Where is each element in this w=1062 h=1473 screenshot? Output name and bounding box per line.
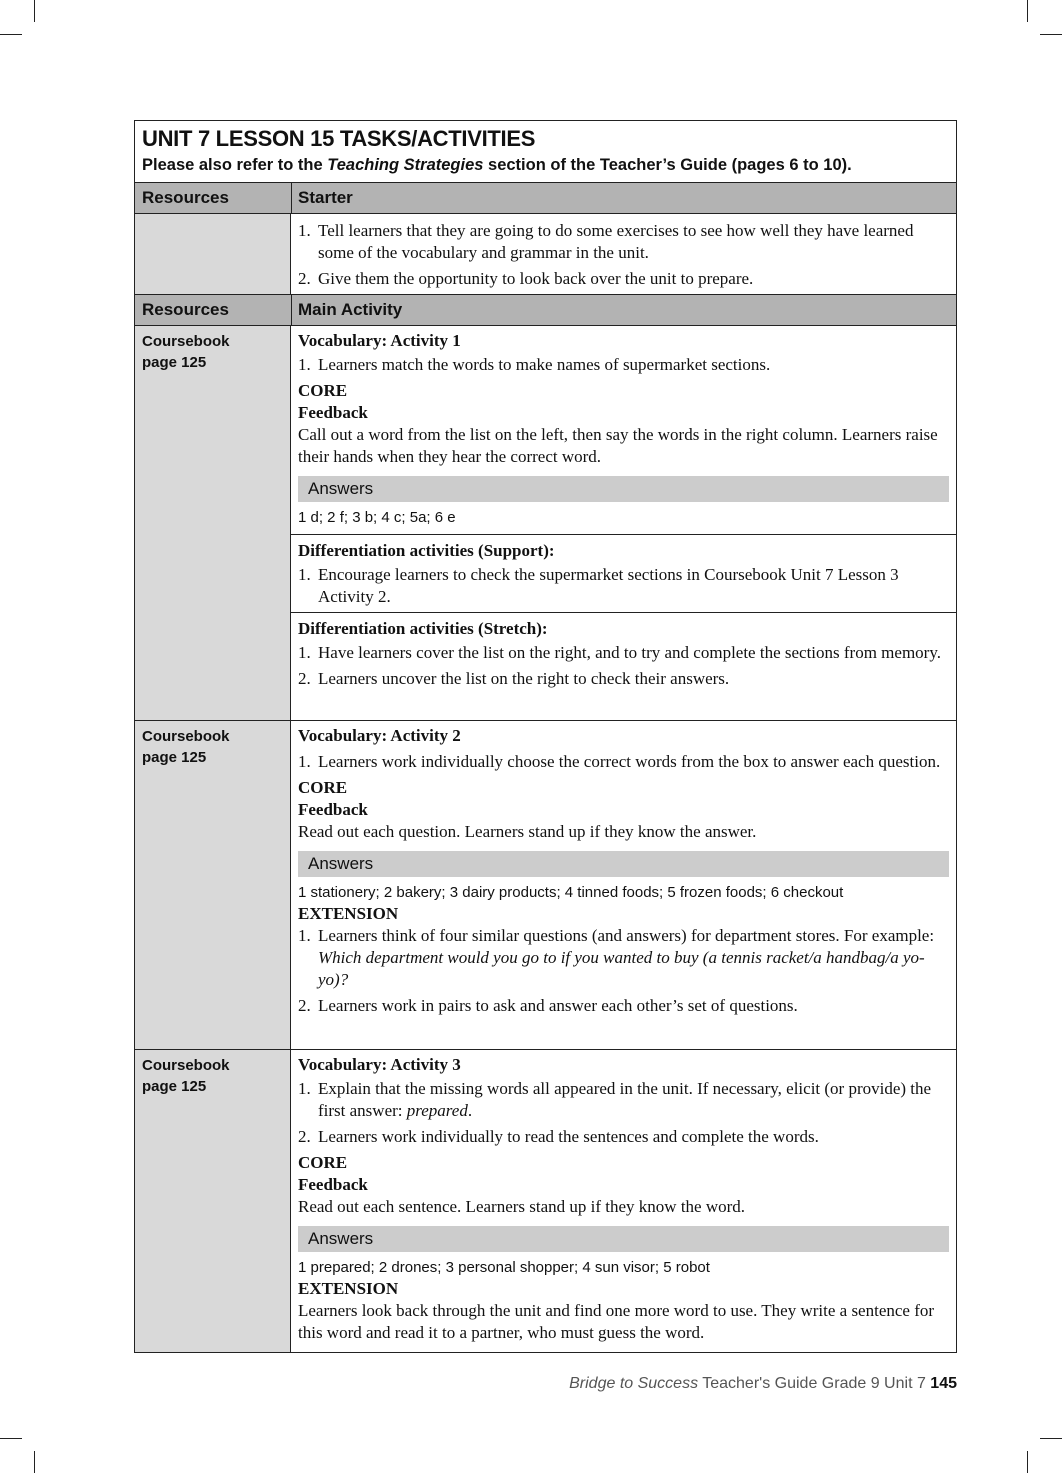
subtitle-text: section of the Teacher’s Guide (pages 6 to 10). bbox=[483, 156, 852, 174]
core-label: CORE bbox=[298, 778, 348, 797]
resources-cell: Coursebook page 125 bbox=[135, 1050, 291, 1352]
starter-heading: Starter bbox=[298, 188, 353, 207]
crop-mark bbox=[1027, 0, 1028, 22]
lesson-table bbox=[134, 120, 957, 1353]
list-item: 1. Learners think of four similar questions (and answers) for department stores. For example: Which department would you go to if you wanted to buy (a tennis racket/a handbag/a yo-yo)? bbox=[298, 926, 935, 989]
subtitle-text: Please also refer to the bbox=[142, 156, 328, 174]
extension-label: EXTENSION bbox=[298, 904, 399, 923]
list-item: 2. Learners work in pairs to ask and answer each other’s set of questions. bbox=[298, 996, 798, 1015]
answers-bar: Answers bbox=[298, 476, 949, 502]
activity-title: Vocabulary: Activity 3 bbox=[298, 1055, 461, 1074]
crop-mark bbox=[1027, 1451, 1028, 1473]
feedback-text: Read out each question. Learners stand up if they know the answer. bbox=[298, 822, 757, 841]
starter-row bbox=[135, 214, 956, 295]
starter-header bbox=[135, 183, 956, 214]
page-number: 145 bbox=[930, 1375, 957, 1392]
feedback-text: Read out each sentence. Learners stand up if they know the word. bbox=[298, 1197, 746, 1216]
crop-mark bbox=[1040, 1438, 1062, 1439]
list-item: 1. Have learners cover the list on the right, and to try and complete the sections from memory. bbox=[298, 643, 941, 662]
core-label: CORE bbox=[298, 381, 348, 400]
list-item: 1. Learners work individually choose the correct words from the box to answer each question. bbox=[298, 752, 941, 771]
list-item: 1. Encourage learners to check the supermarket sections in Coursebook Unit 7 Lesson 3 Activity 2. bbox=[298, 565, 899, 606]
main-activity-heading: Main Activity bbox=[298, 300, 403, 319]
answers-text: 1 prepared; 2 drones; 3 personal shopper; 4 sun visor; 5 robot bbox=[298, 1259, 710, 1276]
resources-cell: Coursebook page 125 bbox=[135, 326, 291, 720]
list-item: 2. Learners work individually to read the sentences and complete the words. bbox=[298, 1127, 819, 1146]
stretch-section bbox=[291, 612, 956, 690]
crop-mark bbox=[1040, 34, 1062, 35]
core-label: CORE bbox=[298, 1153, 348, 1172]
answers-bar: Answers bbox=[298, 1226, 949, 1252]
book-title: Bridge to Success bbox=[569, 1375, 699, 1392]
resources-cell bbox=[135, 214, 291, 294]
extension-label: EXTENSION bbox=[298, 1279, 399, 1298]
page-footer bbox=[569, 1375, 957, 1393]
title-block bbox=[135, 121, 956, 183]
footer-text: Teacher's Guide Grade 9 Unit 7 bbox=[698, 1375, 931, 1392]
crop-mark bbox=[34, 1451, 35, 1473]
resources-cell: Coursebook page 125 bbox=[135, 721, 291, 1049]
subtitle-italic: Teaching Strategies bbox=[327, 156, 484, 174]
subtitle bbox=[142, 156, 949, 175]
resources-heading: Resources bbox=[142, 188, 229, 207]
extension-text: Learners look back through the unit and find one more word to use. They write a sentence for this word and read it to a partner, who must guess the word. bbox=[298, 1301, 935, 1342]
activity-2-row bbox=[135, 721, 956, 1050]
feedback-text: Call out a word from the list on the left, then say the words in the right column. Learners raise their hands when they hear the correct word. bbox=[298, 425, 938, 466]
feedback-label: Feedback bbox=[298, 800, 368, 819]
page-title: UNIT 7 LESSON 15 TASKS/ACTIVITIES bbox=[142, 126, 536, 151]
crop-mark bbox=[34, 0, 35, 22]
activity-3-row bbox=[135, 1050, 956, 1352]
activity-title: Vocabulary: Activity 1 bbox=[298, 331, 461, 350]
activity-1-row bbox=[135, 326, 956, 721]
crop-mark bbox=[0, 1438, 22, 1439]
activity-title: Vocabulary: Activity 2 bbox=[298, 726, 461, 745]
list-item: 2. Learners uncover the list on the right to check their answers. bbox=[298, 669, 730, 688]
stretch-title: Differentiation activities (Stretch): bbox=[298, 619, 548, 638]
main-header bbox=[135, 295, 956, 326]
list-item: 1. Explain that the missing words all appeared in the unit. If necessary, elicit (or provide) the first answer: prepared. bbox=[298, 1079, 932, 1120]
resources-heading: Resources bbox=[142, 300, 229, 319]
list-item: 1. Tell learners that they are going to do some exercises to see how well they have learned some of the vocabulary and grammar in the unit. bbox=[298, 221, 914, 262]
list-item: 2. Give them the opportunity to look back over the unit to prepare. bbox=[298, 269, 754, 288]
support-section bbox=[291, 534, 956, 612]
answers-bar: Answers bbox=[298, 851, 949, 877]
list-item: 1. Learners match the words to make names of supermarket sections. bbox=[298, 355, 771, 374]
support-title: Differentiation activities (Support): bbox=[298, 541, 555, 560]
crop-mark bbox=[0, 34, 22, 35]
feedback-label: Feedback bbox=[298, 403, 368, 422]
feedback-label: Feedback bbox=[298, 1175, 368, 1194]
answers-text: 1 stationery; 2 bakery; 3 dairy products; 4 tinned foods; 5 frozen foods; 6 checkout bbox=[298, 884, 844, 901]
answers-text: 1 d; 2 f; 3 b; 4 c; 5a; 6 e bbox=[298, 509, 456, 526]
